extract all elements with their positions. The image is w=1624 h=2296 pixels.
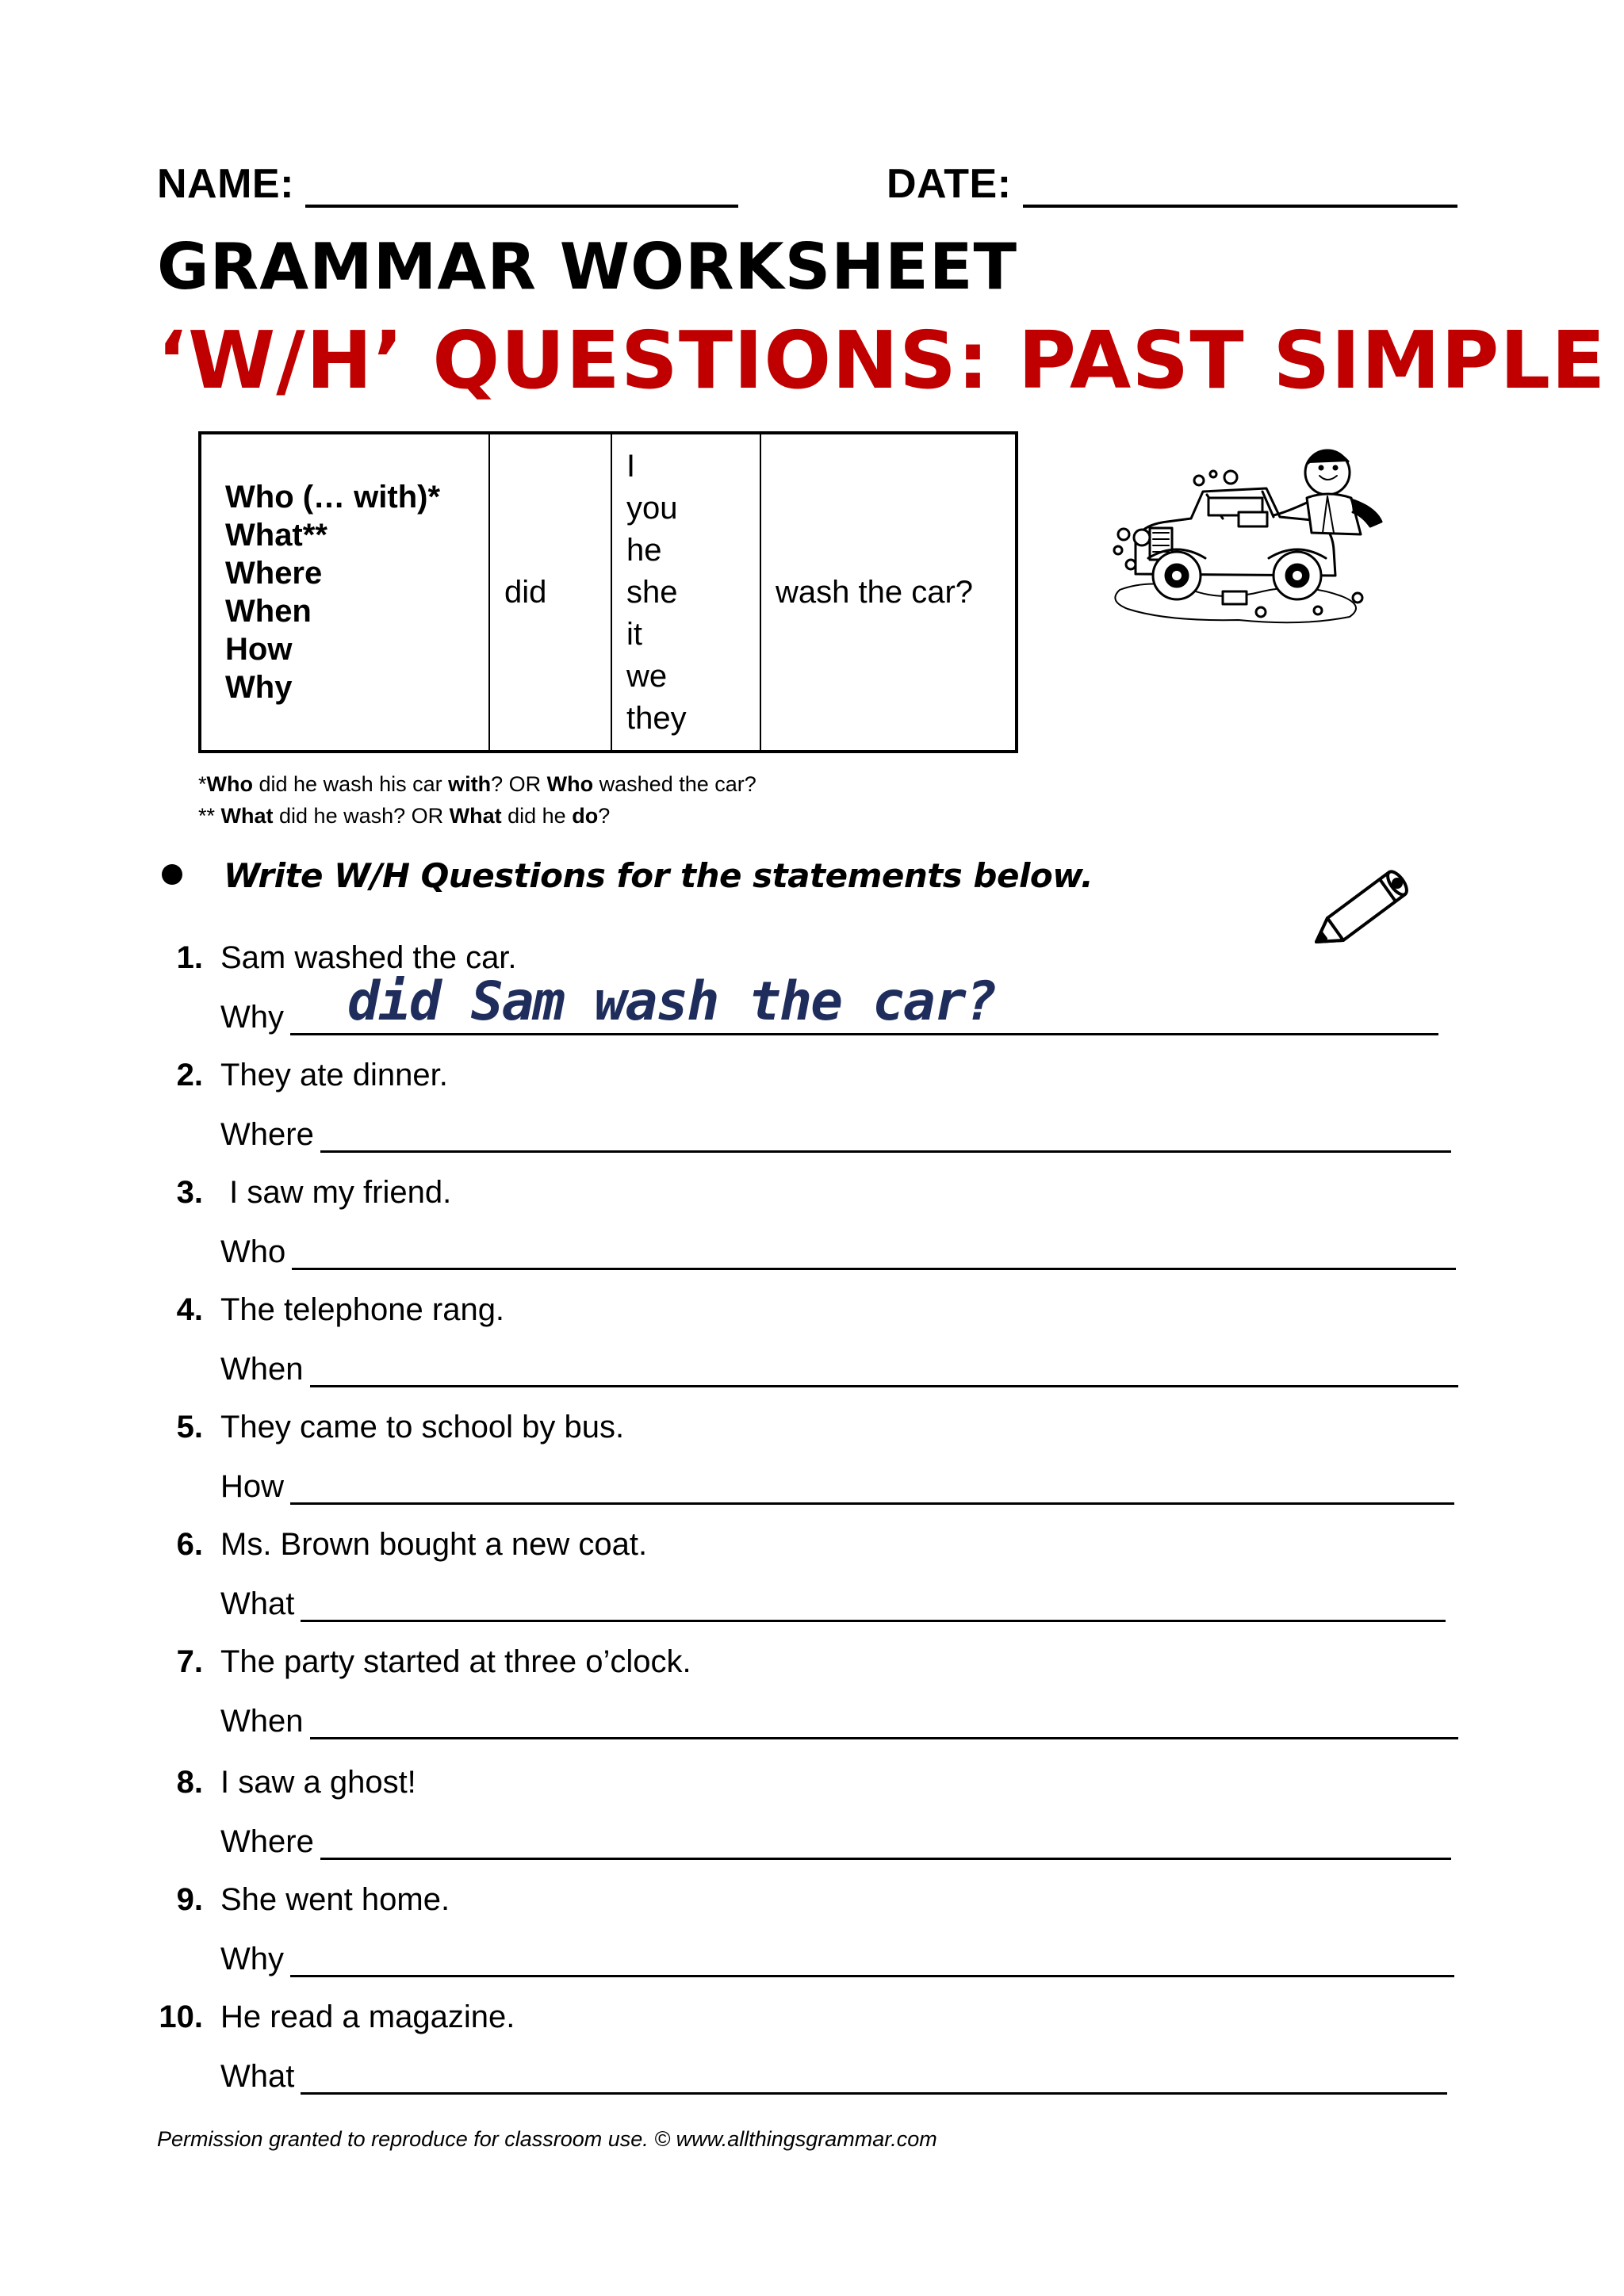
exercise-item <box>0 1765 1624 1882</box>
answer-field[interactable] <box>320 1119 1451 1153</box>
wh-word: How <box>225 632 293 667</box>
exercise-number: 1. <box>176 940 203 975</box>
subjects-column <box>611 434 760 750</box>
exercise-statement: Ms. Brown bought a new coat. <box>220 1527 648 1562</box>
answer-row <box>220 2059 1447 2095</box>
answer-row <box>220 970 1438 1035</box>
exercise-item <box>0 1410 1624 1527</box>
footnote-who: *Who did he wash his car with? OR Who washed the car? <box>198 772 756 796</box>
question-word: Why <box>220 1000 284 1035</box>
question-word: When <box>220 1352 304 1387</box>
exercise-item <box>0 1527 1624 1644</box>
date-label: DATE: <box>887 161 1012 207</box>
question-word: How <box>220 1469 285 1504</box>
instruction-text: Write W/H Questions for the statements below. <box>224 856 1094 895</box>
wh-word: What** <box>225 518 327 553</box>
exercise-item <box>0 1882 1624 1999</box>
exercise-statement: I saw my friend. <box>220 1175 452 1210</box>
exercise-item <box>0 1175 1624 1292</box>
answer-row <box>220 1942 1454 1977</box>
subject-word: you <box>626 490 678 526</box>
exercise-item <box>0 1644 1624 1762</box>
subject-word: they <box>626 700 687 736</box>
exercise-number: 10. <box>159 1999 203 2034</box>
verb-phrase: wash the car? <box>776 574 974 610</box>
auxiliary-word: did <box>504 574 547 610</box>
answer-row <box>220 1117 1451 1153</box>
date-field[interactable] <box>1023 163 1457 208</box>
exercise-item <box>0 1292 1624 1410</box>
answer-row <box>220 1234 1456 1270</box>
verb-phrase-column <box>760 434 1015 750</box>
question-word: What <box>220 1586 295 1621</box>
footnote-what: ** What did he wash? OR What did he do? <box>198 804 611 828</box>
wh-word: Where <box>225 556 323 591</box>
answer-field[interactable] <box>301 1588 1446 1622</box>
name-field[interactable] <box>305 163 738 208</box>
exercise-statement: They came to school by bus. <box>220 1410 625 1445</box>
name-row <box>157 160 738 208</box>
answer-field[interactable] <box>290 970 1438 1035</box>
footer-permission: Permission granted to reproduce for classroom use. © www.allthingsgrammar.com <box>157 2127 937 2151</box>
answer-field[interactable] <box>290 1471 1454 1505</box>
exercise-number: 8. <box>176 1765 203 1800</box>
auxiliary-column <box>488 434 611 750</box>
answer-field[interactable] <box>310 1353 1458 1387</box>
exercise-number: 3. <box>176 1175 203 1210</box>
exercise-statement: She went home. <box>220 1882 450 1917</box>
bullet-icon <box>162 864 182 885</box>
question-word: Where <box>220 1117 314 1152</box>
subject-word: I <box>626 448 636 484</box>
exercise-number: 4. <box>176 1292 203 1327</box>
subject-word: he <box>626 532 662 568</box>
handwritten-answer: did Sam wash the car? <box>347 970 996 1033</box>
exercise-statement: They ate dinner. <box>220 1058 448 1093</box>
question-word: Why <box>220 1942 284 1976</box>
subject-word: we <box>626 658 668 694</box>
exercise-statement: The party started at three o’clock. <box>220 1644 691 1679</box>
exercise-item <box>0 1999 1624 2117</box>
grammar-table <box>198 431 1018 753</box>
answer-field[interactable] <box>290 1943 1454 1977</box>
exercise-item <box>0 940 1624 1058</box>
exercise-number: 2. <box>176 1058 203 1093</box>
exercise-number: 7. <box>176 1644 203 1679</box>
question-word: Where <box>220 1824 314 1859</box>
answer-field[interactable] <box>301 2061 1447 2095</box>
exercise-item <box>0 1058 1624 1175</box>
exercise-statement: The telephone rang. <box>220 1292 505 1327</box>
answer-row <box>220 1586 1446 1622</box>
answer-row <box>220 1469 1454 1505</box>
exercise-statement: He read a magazine. <box>220 1999 515 2034</box>
wh-word: Who (… with)* <box>225 480 441 515</box>
exercise-statement: Sam washed the car. <box>220 940 517 975</box>
exercise-statement: I saw a ghost! <box>220 1765 416 1800</box>
wh-word: Why <box>225 670 293 705</box>
answer-row <box>220 1352 1458 1387</box>
exercise-number: 6. <box>176 1527 203 1562</box>
name-label: NAME: <box>157 161 294 207</box>
lesson-title: ‘W/H’ QUESTIONS: PAST SIMPLE <box>157 314 1607 407</box>
answer-field[interactable] <box>310 1705 1458 1739</box>
subject-word: it <box>626 616 642 652</box>
answer-row <box>220 1704 1458 1739</box>
wh-words-column <box>201 434 488 750</box>
man-washing-car-icon <box>1104 439 1389 629</box>
question-word: What <box>220 2059 295 2094</box>
date-row <box>887 160 1457 208</box>
question-word: Who <box>220 1234 286 1269</box>
answer-field[interactable] <box>292 1236 1456 1270</box>
exercise-number: 9. <box>176 1882 203 1917</box>
wh-word: When <box>225 594 312 629</box>
sheet-title: GRAMMAR WORKSHEET <box>157 230 1018 304</box>
answer-field[interactable] <box>320 1826 1451 1860</box>
answer-row <box>220 1824 1451 1860</box>
question-word: When <box>220 1704 304 1739</box>
subject-word: she <box>626 574 678 610</box>
exercise-number: 5. <box>176 1410 203 1445</box>
